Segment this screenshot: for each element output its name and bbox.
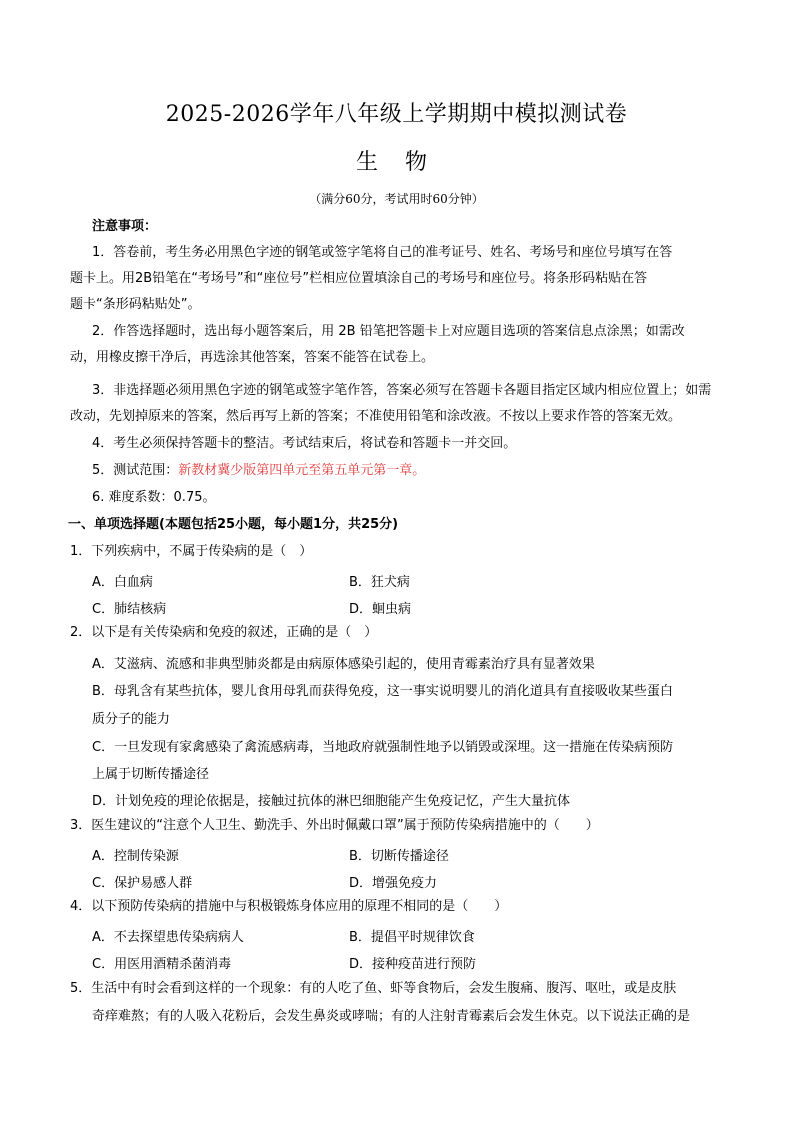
question-1-option-c[interactable]: C．肺结核病 bbox=[92, 602, 167, 617]
notice-item-5 bbox=[92, 463, 425, 479]
notice-item-3-line-2: 改动，先划掉原来的答案，然后再写上新的答案；不准使用铅笔和涂改液。不按以上要求作答的答案无效。 bbox=[70, 409, 682, 424]
question-4-option-a[interactable]: A．不去探望患传染病病人 bbox=[92, 930, 244, 945]
question-1-option-d[interactable]: D．蛔虫病 bbox=[349, 602, 412, 617]
question-2-option-d[interactable]: D．计划免疫的理论依据是，接触过抗体的淋巴细胞能产生免疫记忆，产生大量抗体 bbox=[92, 794, 571, 809]
notice-item-1-line-3: 题卡“条形码粘贴处”。 bbox=[70, 297, 201, 312]
question-2-option-a[interactable]: A．艾滋病、流感和非典型肺炎都是由病原体感染引起的，使用青霉素治疗具有显著效果 bbox=[92, 657, 595, 672]
question-2-option-b-line-1[interactable]: B．母乳含有某些抗体，婴儿食用母乳而获得免疫，这一事实说明婴儿的消化道具有直接吸收某些蛋白 bbox=[92, 684, 673, 699]
question-1-option-a[interactable]: A．白血病 bbox=[92, 575, 153, 590]
notice-item-1-line-2: 题卡上。用2B铅笔在“考场号”和“座位号”栏相应位置填涂自己的考场号和座位号。将条形码粘贴在答 bbox=[70, 271, 648, 286]
question-4-option-b[interactable]: B．提倡平时规律饮食 bbox=[349, 930, 475, 945]
test-scope-highlight: 新教材冀少版第四单元至第五单元第一章。 bbox=[178, 463, 426, 478]
subject-title: 生 物 bbox=[356, 150, 437, 175]
question-3-option-b[interactable]: B．切断传播途径 bbox=[349, 849, 449, 864]
question-4-option-d[interactable]: D．接种疫苗进行预防 bbox=[349, 957, 477, 972]
notice-item-1-line-1: 1．答卷前，考生务必用黑色字迹的钢笔或签字笔将自己的准考证号、姓名、考场号和座位号填写在答 bbox=[92, 245, 673, 260]
question-3-option-c[interactable]: C．保护易感人群 bbox=[92, 876, 193, 891]
section-heading: 一、单项选择题(本题包括25小题，每小题1分，共25分) bbox=[68, 517, 399, 532]
question-3-option-d[interactable]: D．增强免疫力 bbox=[349, 876, 438, 891]
notice-item-2-line-2: 动，用橡皮擦干净后，再选涂其他答案，答案不能答在试卷上。 bbox=[70, 350, 435, 365]
question-2-option-c-line-1[interactable]: C．一旦发现有家禽感染了禽流感病毒，当地政府就强制性地予以销毁或深埋。这一措施在传染病预防 bbox=[92, 740, 674, 755]
question-4-stem: 4．以下预防传染病的措施中与积极锻炼身体应用的原理不相同的是（ ） bbox=[70, 899, 508, 914]
notice-heading: 注意事项： bbox=[92, 219, 158, 234]
question-5-stem-line-2: 奇痒难熬；有的人吸入花粉后，会发生鼻炎或哮喘；有的人注射青霉素后会发生休克。以下说法正确的是 bbox=[92, 1009, 691, 1024]
question-2-stem: 2．以下是有关传染病和免疫的叙述，正确的是（ ） bbox=[70, 625, 378, 640]
notice-item-3-line-1: 3．非选择题必须用黑色字迹的钢笔或签字笔作答，答案必须写在答题卡各题目指定区域内相应位置上；如需 bbox=[92, 383, 712, 398]
notice-item-6: 6. 难度系数：0.75。 bbox=[92, 490, 216, 505]
question-1-option-b[interactable]: B．狂犬病 bbox=[349, 575, 410, 590]
question-1-stem: 1．下列疾病中，不属于传染病的是（ ） bbox=[70, 544, 313, 559]
question-2-option-b-line-2[interactable]: 质分子的能力 bbox=[92, 712, 171, 727]
question-3-stem: 3．医生建议的“注意个人卫生、勤洗手、外出时佩戴口罩”属于预防传染病措施中的（ ） bbox=[70, 818, 599, 833]
question-5-stem-line-1: 5．生活中有时会看到这样的一个现象：有的人吃了鱼、虾等食物后，会发生腹痛、腹泻、呕吐，或是皮肤 bbox=[70, 981, 677, 996]
exam-title: 2025-2026学年八年级上学期期中模拟测试卷 bbox=[165, 102, 628, 127]
question-3-option-a[interactable]: A．控制传染源 bbox=[92, 849, 179, 864]
score-info: （满分60分，考试用时60分钟） bbox=[309, 192, 484, 206]
question-2-option-c-line-2[interactable]: 上属于切断传播途径 bbox=[92, 767, 210, 782]
notice-item-5-prefix: 5．测试范围： bbox=[92, 463, 179, 478]
notice-item-4: 4．考生必须保持答题卡的整洁。考试结束后，将试卷和答题卡一并交回。 bbox=[92, 436, 517, 451]
notice-item-2-line-1: 2．作答选择题时，选出每小题答案后，用 2B 铅笔把答题卡上对应题目选项的答案信息点涂黑；如需改 bbox=[92, 324, 685, 339]
question-4-option-c[interactable]: C．用医用酒精杀菌消毒 bbox=[92, 957, 232, 972]
